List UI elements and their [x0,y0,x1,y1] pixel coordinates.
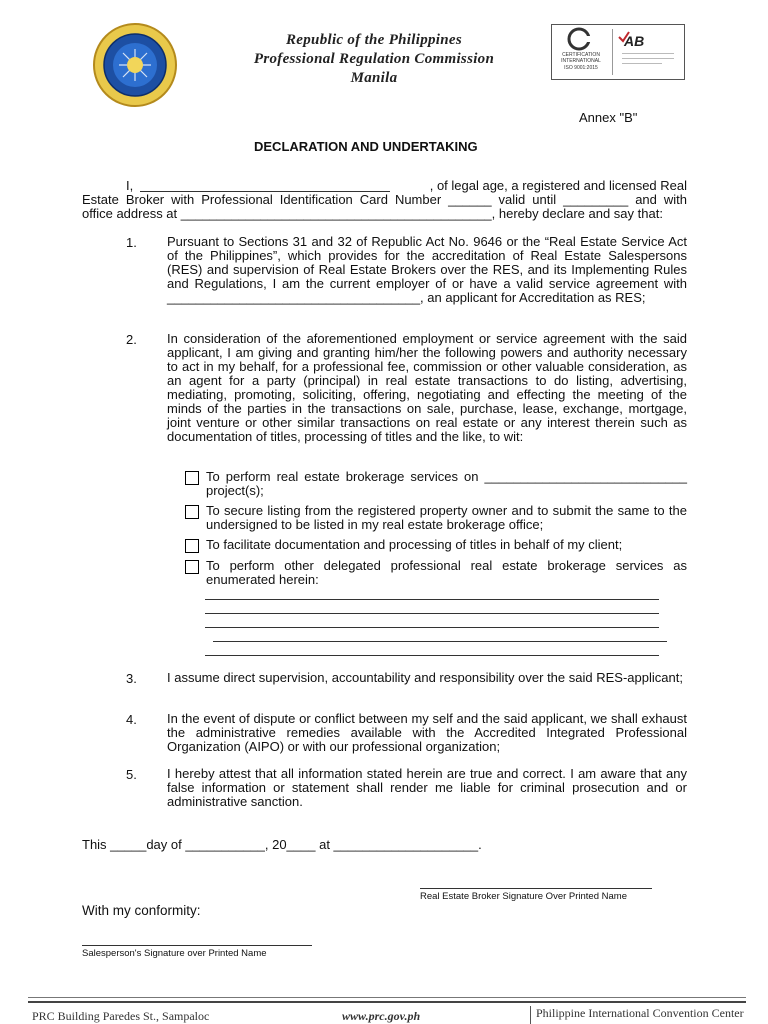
ab-rule-3 [622,63,662,64]
option-text-brokerage-services: To perform real estate brokerage services on ____________________________ project(s); [206,469,687,498]
item-number-2: 2. [126,332,137,347]
broker-signature-line[interactable] [420,888,652,889]
intro-prefix: I, [126,178,134,193]
salesperson-signature-line[interactable] [82,945,312,946]
prc-seal [92,22,178,108]
cert-divider [612,29,613,75]
footer-rule-top [28,997,746,998]
certification-badge [551,24,685,80]
item-number-4: 4. [126,712,137,727]
option-text-facilitate-documentation: To facilitate documentation and processing of titles in behalf of my client; [206,537,623,552]
item-text-4: In the event of dispute or conflict between my self and the said applicant, we shall exhaust the administrative remedies available with the Accredited Integrated Professional Organization (AIPO) or with our professional organization; [167,711,687,754]
footer-address: PRC Building Paredes St., Sampaloc [32,1009,210,1023]
ab-mark: AB [624,33,645,49]
header-commission: Professional Regulation Commission [253,51,495,67]
enumeration-line-4[interactable] [213,641,667,642]
footer-website[interactable]: www.prc.gov.ph [342,1009,421,1023]
ab-rule-2 [622,58,674,59]
option-text-other-services: To perform other delegated professional real estate brokerage services as enumerated herein: [206,558,687,587]
item-number-3: 3. [126,671,137,686]
option-checkbox-facilitate-documentation[interactable] [185,539,199,553]
item-text-3: I assume direct supervision, accountability and responsibility over the said RES-applicant; [167,670,683,685]
item-text-5: I hereby attest that all information stated herein are true and correct. I am aware that any false information or statement shall render me liable for criminal prosecution and or administrative sanction. [167,766,687,809]
intro-line-3: office address at ___________________________________________, hereby declare and say that: [82,206,663,221]
option-checkbox-secure-listing[interactable] [185,505,199,519]
salesperson-signature-label: Salesperson's Signature over Printed Name [82,948,267,959]
conformity-label: With my conformity: [82,903,201,918]
enumeration-line-3[interactable] [205,627,659,628]
intro-line-2: Estate Broker with Professional Identification Card Number ______ valid until _________ and with [82,192,687,207]
option-checkbox-other-services[interactable] [185,560,199,574]
item-number-5: 5. [126,767,137,782]
intro-suffix: , of legal age, a registered and licensed Real [429,178,687,193]
intro-line-1 [82,179,687,193]
header-city: Manila [350,70,398,86]
header-republic: Republic of the Philippines [285,32,463,48]
option-text-secure-listing: To secure listing from the registered property owner and to submit the same to the undersigned to be listed in my real estate brokerage office; [206,503,687,532]
footer-divider [530,1006,531,1024]
option-checkbox-brokerage-services[interactable] [185,471,199,485]
footer-venue: Philippine International Convention Center [536,1006,744,1020]
cert-label-1: CERTIFICATION [562,52,600,58]
document-title: DECLARATION AND UNDERTAKING [254,139,478,154]
broker-signature-label: Real Estate Broker Signature Over Printed Name [420,891,627,902]
enumeration-line-1[interactable] [205,599,659,600]
item-text-1: Pursuant to Sections 31 and 32 of Republic Act No. 9646 or the “Real Estate Service Act of the Philippines”, which provides for the accreditation of Real Estate Salespersons (RES) and supervision of Real Estate Brokers over the RES, and its Implementing Rules and Regulations, I am the current employer of or have a valid service agreement with ___________________________________, an applicant for Accreditation as RES; [167,234,687,305]
footer-rule-bottom [28,1001,746,1003]
cert-label-2: INTERNATIONAL [561,58,601,64]
annex-label: Annex "B" [579,110,638,125]
item-number-1: 1. [126,235,137,250]
enumeration-line-2[interactable] [205,613,659,614]
ab-rule-1 [622,53,674,54]
item-text-2: In consideration of the aforementioned employment or service agreement with the said applicant, I am giving and granting him/her the following powers and authority necessary to act in my behalf, for a professional fee, commission or other valuable consideration, as an agent for a party (principal) in real estate transactions to do listing, advertising, mediating, promoting, soliciting, offering, negotiating and effecting the meeting of the minds of the parties in the transactions on sale, purchase, lease, exchange, mortgage, joint venture or other similar transactions on real estate or any interest therein such as documentation of titles, processing of titles and the like, to wit: [167,331,687,444]
date-place-line: This _____day of ___________, 20____ at ____________________. [82,837,482,852]
enumeration-line-5[interactable] [205,655,659,656]
check-icon [618,31,630,43]
cert-label-3: ISO 9001:2015 [564,65,598,71]
cert-ring-icon [562,27,596,51]
